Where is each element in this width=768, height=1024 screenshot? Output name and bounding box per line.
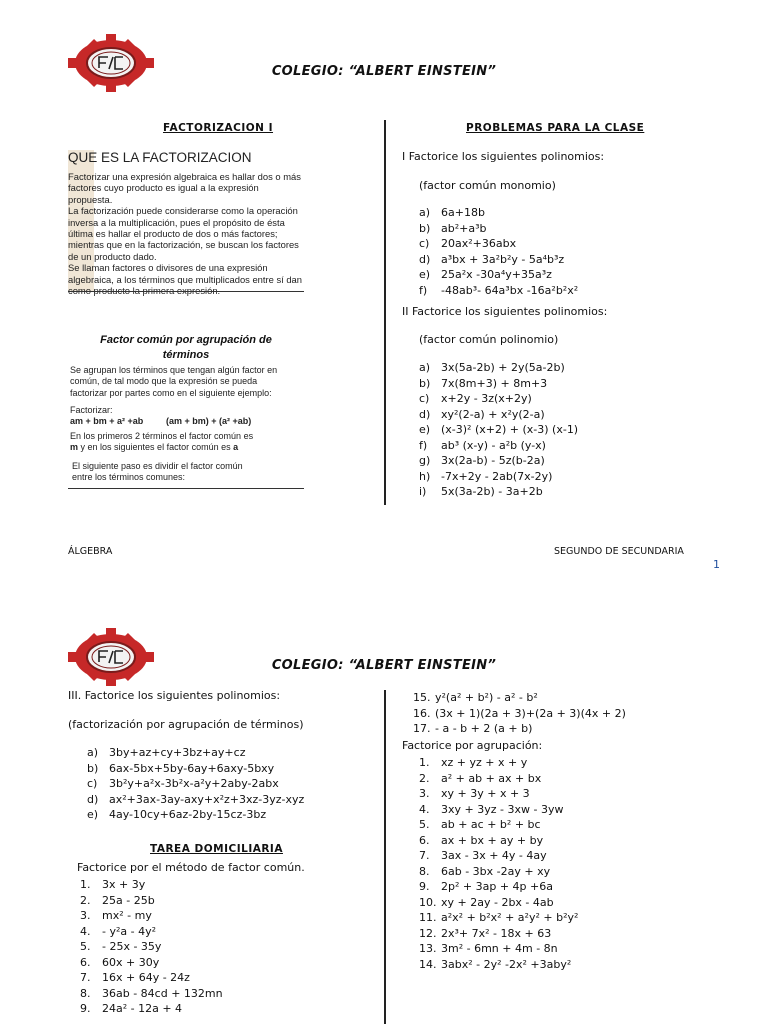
list-item xyxy=(419,267,578,283)
item-expr: 6ab - 3bx -2ay + xy xyxy=(441,864,551,878)
list-item xyxy=(87,792,304,808)
list-item xyxy=(80,893,223,909)
item-expr: 3x(5a-2b) + 2y(5a-2b) xyxy=(441,361,565,374)
item-label: 17. xyxy=(413,722,431,735)
item-label: 9. xyxy=(80,1002,91,1015)
list-item xyxy=(413,706,626,722)
item-expr: 3abx² - 2y² -2x² +3aby² xyxy=(441,957,572,971)
school-logo xyxy=(68,628,154,686)
item-label: g) xyxy=(419,454,431,467)
item-label: d) xyxy=(419,407,431,421)
item-label: 3. xyxy=(80,909,91,922)
list-item xyxy=(419,802,578,818)
what-line: algebraica, a los términos que multiplicados entre sí dan xyxy=(68,273,302,285)
list-item xyxy=(419,252,578,268)
list-item xyxy=(419,407,578,423)
item-label: d) xyxy=(87,792,99,806)
item-label: 6. xyxy=(419,833,430,847)
list-item xyxy=(419,771,578,787)
group-heading-line: términos xyxy=(162,349,210,361)
section-I-sub: (factor común monomio) xyxy=(419,179,556,192)
item-expr: 3xy + 3yz - 3xw - 3yw xyxy=(441,802,564,816)
item-label: b) xyxy=(87,761,99,775)
group-heading-line: Factor común por agrupación de xyxy=(100,334,272,346)
item-label: 2. xyxy=(419,771,430,785)
section-III-heading: III. Factorice los siguientes polinomios: xyxy=(68,689,281,702)
group-line: factorizar por partes como en el siguiente ejemplo: xyxy=(70,387,272,398)
list-item xyxy=(87,761,304,777)
list-item xyxy=(419,221,578,237)
item-label: 3. xyxy=(419,787,430,800)
item-expr: 3by+az+cy+3bz+ay+cz xyxy=(109,746,246,759)
item-label: a) xyxy=(419,206,431,219)
section-I-heading: I Factorice los siguientes polinomios: xyxy=(402,150,605,163)
what-line: factores cuyo producto es igual a la expresión xyxy=(68,182,259,194)
list-item xyxy=(80,955,223,971)
item-label: i) xyxy=(419,485,427,498)
item-label: 9. xyxy=(419,880,430,893)
item-expr: 3ax - 3x + 4y - 4ay xyxy=(441,849,547,862)
item-label: 6. xyxy=(80,955,91,969)
item-label: f) xyxy=(419,283,428,297)
group-heading xyxy=(68,333,304,363)
item-expr: 5x(3a-2b) - 3a+2b xyxy=(441,485,543,498)
list-item xyxy=(419,283,578,299)
list-item xyxy=(419,236,578,252)
list-item xyxy=(80,1001,223,1017)
item-label: 14. xyxy=(419,957,437,971)
list-item xyxy=(419,817,578,833)
item-label: 5. xyxy=(419,818,430,831)
item-expr: 25a - 25b xyxy=(102,893,155,907)
next-line: El siguiente paso es dividir el factor común xyxy=(72,461,243,471)
item-label: c) xyxy=(419,237,430,250)
list-item xyxy=(419,833,578,849)
footer-grade: SEGUNDO DE SECUNDARIA xyxy=(554,546,684,557)
items-II-list xyxy=(419,360,578,500)
item-expr: y²(a² + b²) - a² - b² xyxy=(435,691,538,704)
item-label: 5. xyxy=(80,940,91,953)
section-II-sub: (factor común polinomio) xyxy=(419,333,559,346)
what-line: mientras que en la factorización, se buscan los factores xyxy=(68,239,299,251)
next-line: entre los términos comunes: xyxy=(72,472,186,482)
list-item xyxy=(419,895,578,911)
list-item xyxy=(419,755,578,771)
items-III-list xyxy=(87,745,304,823)
item-expr: 2x³+ 7x² - 18x + 63 xyxy=(441,926,552,940)
list-item xyxy=(413,721,626,737)
item-expr: 3m² - 6mn + 4m - 8n xyxy=(441,942,558,955)
item-expr: 20ax²+36abx xyxy=(441,237,517,250)
item-label: 16. xyxy=(413,706,431,720)
item-label: c) xyxy=(419,392,430,405)
item-expr: 3b²y+a²x-3b²x-a²y+2aby-2abx xyxy=(109,777,279,790)
explain-line-2 xyxy=(70,442,238,453)
list-item xyxy=(419,360,578,376)
item-label: 7. xyxy=(80,971,91,984)
item-expr: xy + 3y + x + 3 xyxy=(441,787,530,800)
group-text xyxy=(70,365,277,399)
item-expr: - y²a - 4y² xyxy=(102,924,157,938)
list-item xyxy=(419,879,578,895)
item-expr: x+2y - 3z(x+2y) xyxy=(441,392,532,405)
list-item xyxy=(419,469,578,485)
tarea-title: TAREA DOMICILIARIA xyxy=(150,843,283,855)
what-definition xyxy=(68,171,302,296)
list-item xyxy=(413,690,626,706)
item-expr: -7x+2y - 2ab(7x-2y) xyxy=(441,469,553,483)
college-title: COLEGIO: “ALBERT EINSTEIN” xyxy=(271,658,497,673)
item-expr: 3x + 3y xyxy=(102,878,146,891)
what-line: La factorización puede considerarse como la operación xyxy=(68,205,298,217)
list-item xyxy=(419,422,578,438)
divider xyxy=(68,488,304,489)
item-label: 4. xyxy=(419,802,430,816)
list-item xyxy=(419,848,578,864)
column-divider xyxy=(384,120,386,505)
list-item xyxy=(87,776,304,792)
list-item xyxy=(80,986,223,1002)
agrupacion-list xyxy=(419,755,578,972)
list-item xyxy=(419,376,578,392)
item-label: e) xyxy=(87,808,99,821)
list-item xyxy=(80,877,223,893)
what-line: de un producto dado. xyxy=(68,250,157,262)
list-item xyxy=(87,745,304,761)
list-item xyxy=(419,957,578,973)
factor-a: a xyxy=(233,442,239,452)
tarea-list xyxy=(80,877,223,1017)
list-item xyxy=(419,941,578,957)
item-expr: 6ax-5bx+5by-6ay+6axy-5bxy xyxy=(109,761,275,775)
agrupacion-intro: Factorice por agrupación: xyxy=(402,739,543,752)
list-item xyxy=(419,453,578,469)
item-expr: - 25x - 35y xyxy=(102,940,162,953)
example-grouped: (am + bm) + (a² +ab) xyxy=(166,416,252,426)
item-expr: ax + bx + ay + by xyxy=(441,833,544,847)
what-line: Factorizar una expresión algebraica es hallar dos o más xyxy=(68,171,301,182)
item-expr: 16x + 64y - 24z xyxy=(102,971,190,984)
problemas-title: PROBLEMAS PARA LA CLASE xyxy=(466,122,645,134)
item-expr: 7x(8m+3) + 8m+3 xyxy=(441,376,548,390)
item-expr: 4ay-10cy+6az-2by-15cz-3bz xyxy=(109,808,267,821)
items-I-list xyxy=(419,205,578,298)
item-label: e) xyxy=(419,423,431,436)
item-expr: ab³ (x-y) - a²b (y-x) xyxy=(441,438,546,452)
item-label: 11. xyxy=(419,911,437,924)
explain-line: En los primeros 2 términos el factor común es xyxy=(70,431,254,441)
list-item xyxy=(80,939,223,955)
item-expr: ax²+3ax-3ay-axy+x²z+3xz-3yz-xyz xyxy=(109,792,305,806)
item-label: f) xyxy=(419,438,428,452)
item-label: 8. xyxy=(80,986,91,1000)
item-expr: 6a+18b xyxy=(441,206,485,219)
section-II-heading: II Factorice los siguientes polinomios: xyxy=(402,305,608,318)
item-label: 13. xyxy=(419,942,437,955)
item-expr: (x-3)² (x+2) + (x-3) (x-1) xyxy=(441,423,579,436)
right-top-list xyxy=(413,690,626,737)
item-label: c) xyxy=(87,777,98,790)
what-heading: QUE ES LA FACTORIZACION xyxy=(68,150,252,165)
item-label: b) xyxy=(419,376,431,390)
item-label: 4. xyxy=(80,924,91,938)
item-expr: ab²+a³b xyxy=(441,221,487,235)
list-item xyxy=(87,807,304,823)
item-label: d) xyxy=(419,252,431,266)
item-label: b) xyxy=(419,221,431,235)
item-label: e) xyxy=(419,268,431,281)
list-item xyxy=(419,864,578,880)
footer-subject: ÁLGEBRA xyxy=(68,546,113,557)
factorizar-label: Factorizar: xyxy=(70,405,113,415)
item-expr: 3x(2a-b) - 5z(b-2a) xyxy=(441,454,545,467)
group-line: Se agrupan los términos que tengan algún factor en xyxy=(70,365,278,375)
item-label: 2. xyxy=(80,893,91,907)
item-expr: ab + ac + b² + bc xyxy=(441,818,541,831)
item-label: 12. xyxy=(419,926,437,940)
item-expr: 36ab - 84cd + 132mn xyxy=(102,986,223,1000)
item-label: 10. xyxy=(419,895,437,909)
item-expr: 24a² - 12a + 4 xyxy=(102,1002,183,1015)
what-line: inversa a la multiplicación, pues el propósito de ésta xyxy=(68,216,285,228)
item-label: 1. xyxy=(419,756,430,769)
section-III-sub: (factorización por agrupación de términos) xyxy=(68,718,304,731)
example-expression: am + bm + a² +ab xyxy=(70,416,144,426)
divider xyxy=(68,291,304,292)
item-expr: xy + 2ay - 2bx - 4ab xyxy=(441,895,554,909)
column-divider xyxy=(384,690,386,1024)
item-label: 7. xyxy=(419,849,430,862)
item-label: 15. xyxy=(413,691,431,704)
item-expr: 25a²x -30a⁴y+35a³z xyxy=(441,268,552,281)
list-item xyxy=(419,205,578,221)
item-expr: - a - b + 2 (a + b) xyxy=(435,722,533,735)
what-line: propuesta. xyxy=(68,193,113,205)
school-logo xyxy=(68,34,154,92)
item-expr: a³bx + 3a²b²y - 5a⁴b³z xyxy=(441,252,565,266)
what-line: última es hallar el producto de dos o más factores; xyxy=(68,228,278,240)
item-label: a) xyxy=(419,361,431,374)
item-label: h) xyxy=(419,469,431,483)
list-item xyxy=(80,924,223,940)
explain-text: y en los siguientes el factor común es xyxy=(78,442,234,452)
item-expr: -48ab³- 64a³bx -16a²b²x² xyxy=(441,283,579,297)
item-expr: xy²(2-a) + x²y(2-a) xyxy=(441,407,545,421)
list-item xyxy=(80,908,223,924)
factorizacion-title: FACTORIZACION I xyxy=(163,122,274,134)
list-item xyxy=(419,438,578,454)
item-expr: 60x + 30y xyxy=(102,955,160,969)
group-line: común, de tal modo que la expresión se pueda xyxy=(70,376,258,387)
college-title: COLEGIO: “ALBERT EINSTEIN” xyxy=(271,64,497,79)
item-expr: mx² - my xyxy=(102,909,152,922)
factor-m: m xyxy=(70,442,79,452)
list-item xyxy=(419,484,578,500)
item-label: 8. xyxy=(419,864,430,878)
list-item xyxy=(419,786,578,802)
item-label: 1. xyxy=(80,878,91,891)
tarea-intro: Factorice por el método de factor común. xyxy=(77,861,305,874)
item-expr: 2p² + 3ap + 4p +6a xyxy=(441,880,553,893)
item-expr: a² + ab + ax + bx xyxy=(441,771,542,785)
list-item xyxy=(80,970,223,986)
list-item xyxy=(419,391,578,407)
item-expr: a²x² + b²x² + a²y² + b²y² xyxy=(441,911,579,924)
list-item xyxy=(419,910,578,926)
item-expr: xz + yz + x + y xyxy=(441,756,528,769)
item-label: a) xyxy=(87,746,99,759)
page-number: 1 xyxy=(713,558,720,571)
what-line: Se llaman factores o divisores de una expresión xyxy=(68,262,268,274)
item-expr: (3x + 1)(2a + 3)+(2a + 3)(4x + 2) xyxy=(435,706,626,720)
list-item xyxy=(419,926,578,942)
